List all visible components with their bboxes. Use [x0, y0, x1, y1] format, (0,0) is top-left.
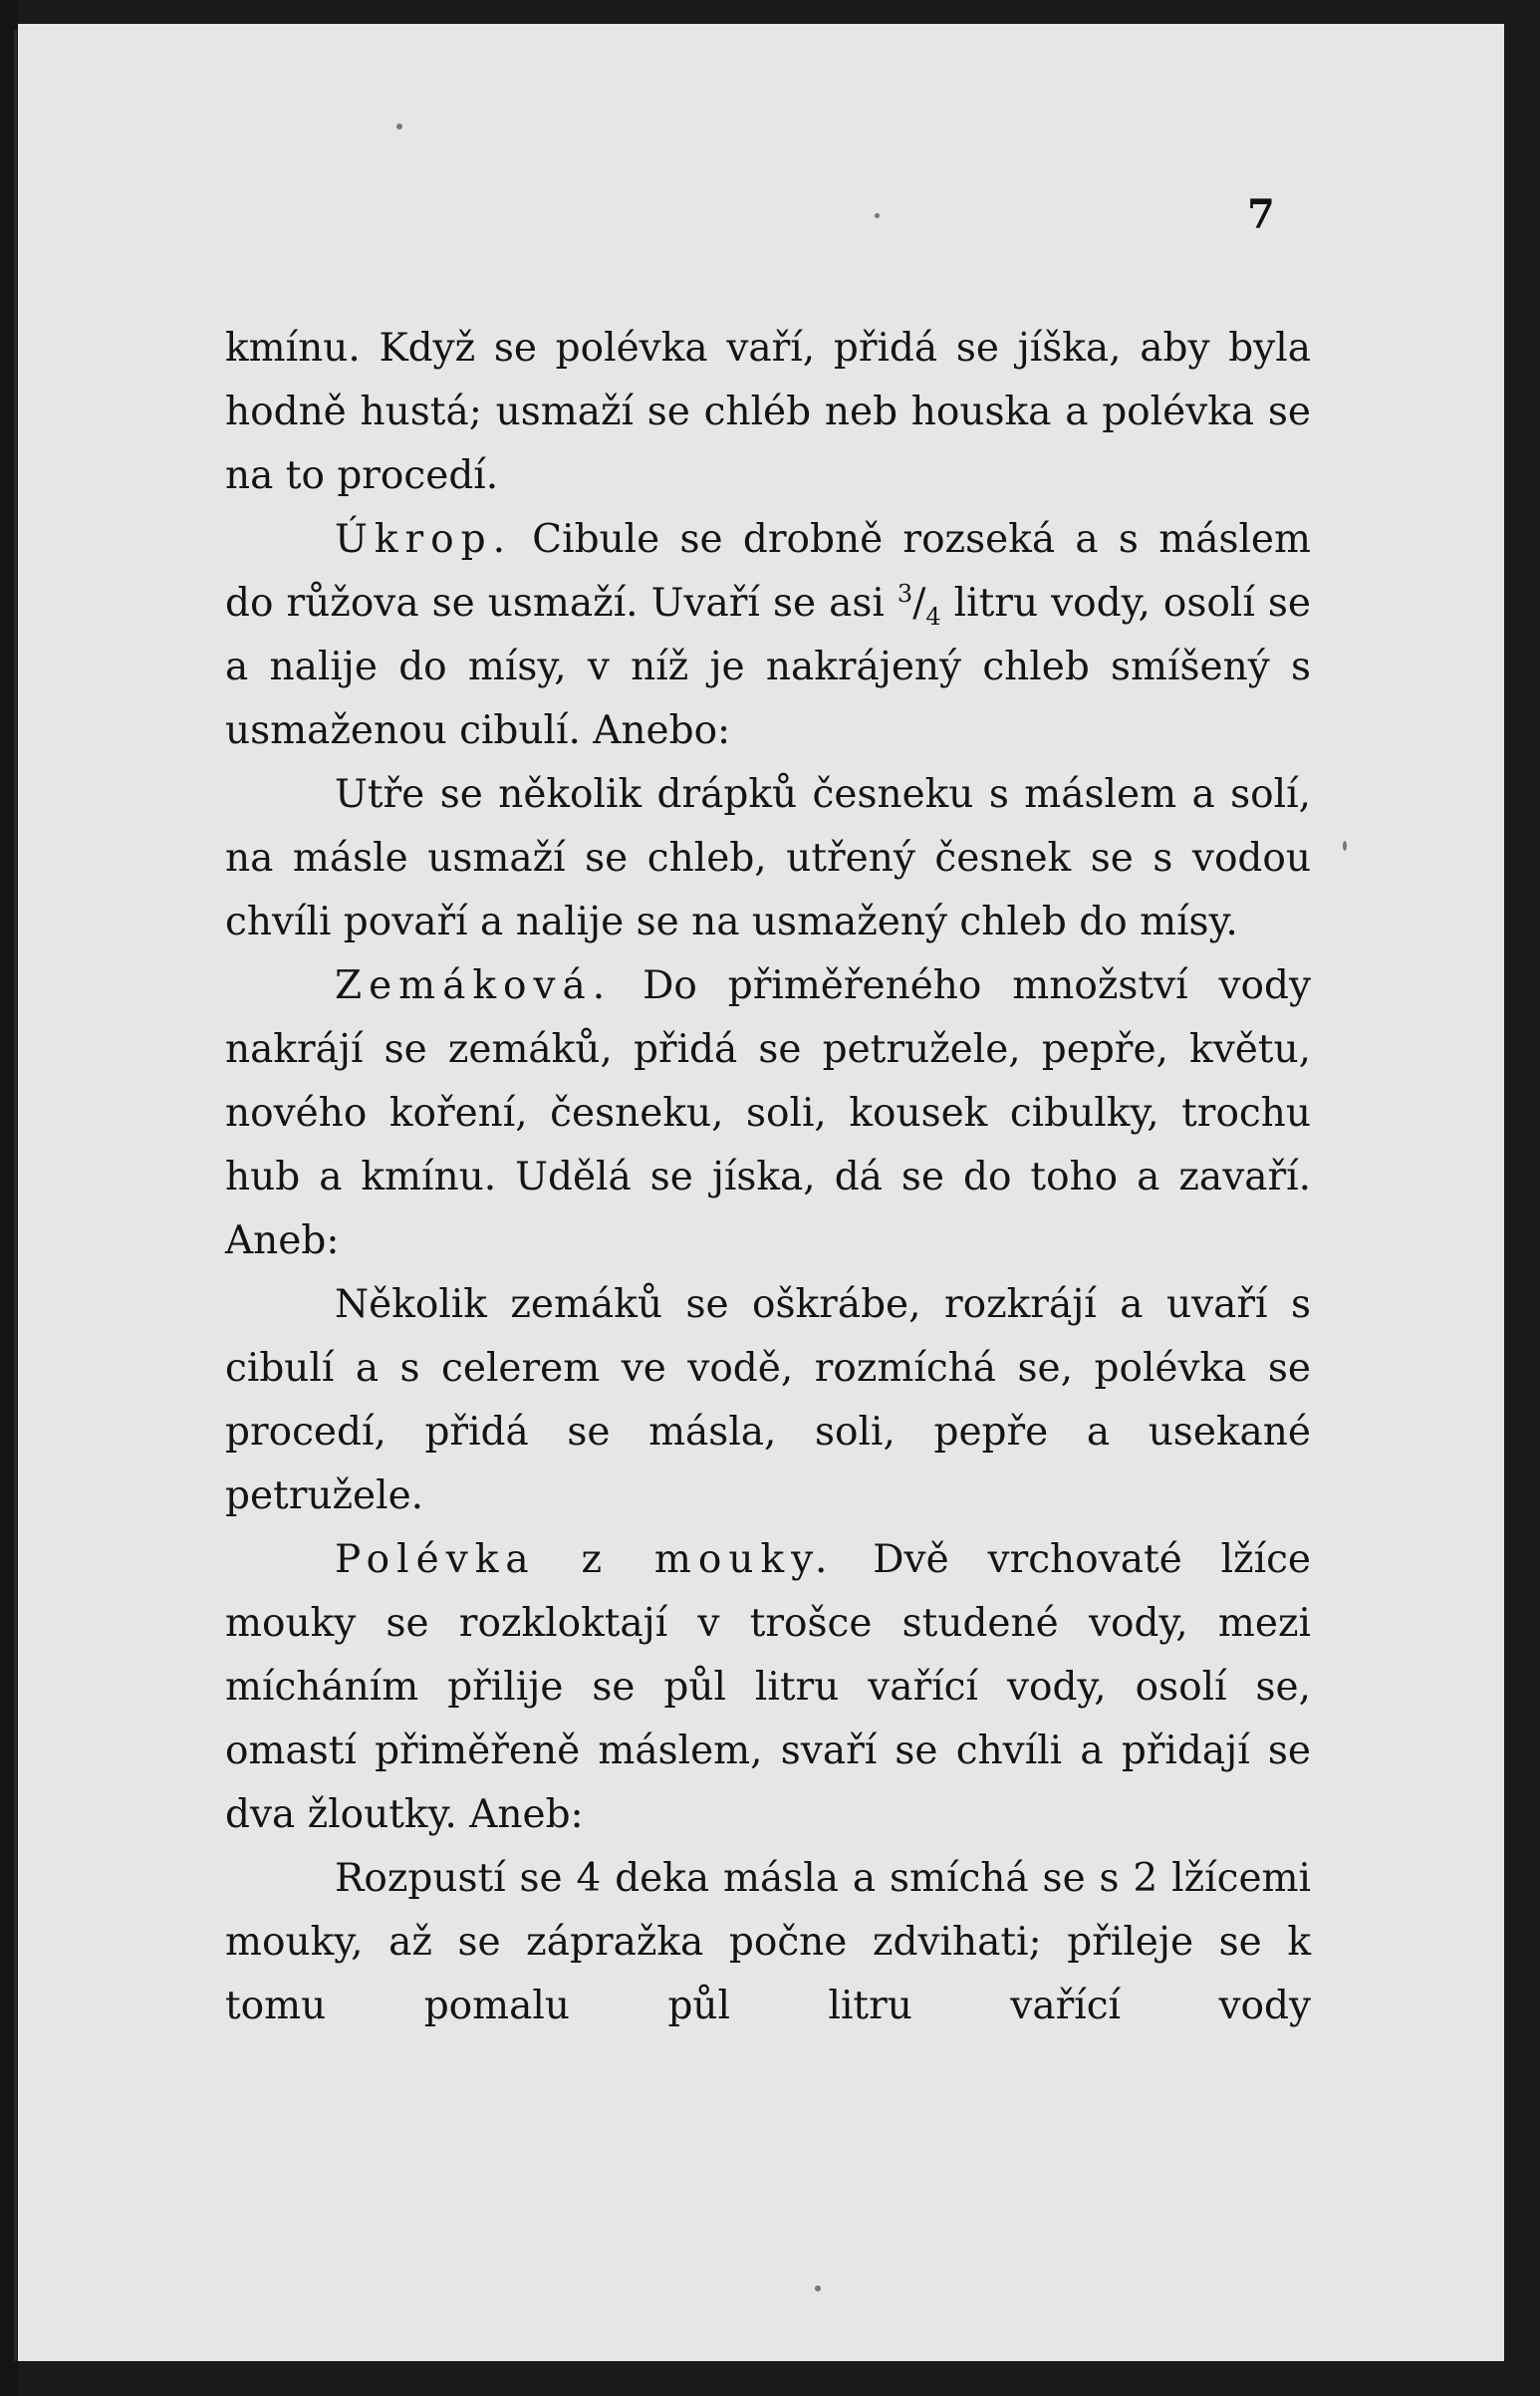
- page-text: [225, 317, 1311, 2038]
- paper-speck: [875, 213, 880, 218]
- recipe-heading-ukrop: Úkrop.: [335, 517, 512, 562]
- paragraph-kminu: [225, 317, 1311, 508]
- paragraph-ukrop: Úkrop. Cibule se drobně rozseká a s máslem do růžova se usmaží. Uvaří se asi $^3/_4$ litru vody, osolí se a nalije do mísy, v níž je nakrájený chleb smíšený s usmaženou cibulí. Anebo:: [225, 517, 1311, 753]
- paragraph-text: Cibule se drobně rozseká a s máslem do růžova se usmaží. Uvaří se asi: [225, 517, 1311, 626]
- paper-speck: [815, 2285, 821, 2291]
- paragraph-zemaky-celer: [225, 1273, 1311, 1528]
- paragraph-cesnek: [225, 763, 1311, 954]
- recipe-heading-polevka-z-mouky: Polévka z mouky.: [335, 1537, 835, 1582]
- recipe-heading-zemakova: Zemáková.: [335, 963, 613, 1008]
- paragraph-text: litru vody, osolí se a nalije do mísy, v níž je nakrájený chleb smíšený s usmaženou cibulí. Anebo:: [225, 581, 1311, 753]
- paragraph-text: Do přiměřeného množství vody nakrájí se zemáků, přidá se petružele, pepře, květu, nového koření, česneku, soli, kousek cibulky, trochu hub a kmínu. Udělá se jíska, dá se do toho a zavaří. Aneb:: [225, 963, 1311, 1263]
- fraction-denominator: 4: [925, 602, 941, 631]
- paragraph-text: kmínu. Když se polévka vaří, přidá se jíška, aby byla hodně hustá; usmaží se chléb neb houska a polévka se na to procedí.: [225, 326, 1311, 498]
- page-number: 7: [1247, 191, 1275, 238]
- paper-speck: [1343, 841, 1347, 851]
- fraction-numerator: 3: [897, 580, 913, 608]
- binding-line: [14, 30, 17, 2361]
- paragraph-text: Dvě vrchovaté lžíce mouky se rozkloktají v trošce studené vody, mezi mícháním přilije se půl litru vařící vody, osolí se, omastí přiměřeně máslem, svaří se chvíli a přidají se dva žloutky. Aneb:: [225, 1537, 1311, 1837]
- paragraph-zapraska: [225, 1847, 1311, 2038]
- paragraph-zemakova: [225, 954, 1311, 1273]
- paragraph-text: Rozpustí se 4 deka másla a smíchá se s 2 lžícemi mouky, až se zápražka počne zdvihati; přileje se k tomu pomalu půl litru vařící vody: [225, 1856, 1311, 2028]
- paragraph-text: Utře se několik drápků česneku s máslem a solí, na másle usmaží se chleb, utřený česnek se s vodou chvíli povaří a nalije se na usmažený chleb do mísy.: [225, 772, 1311, 944]
- paragraph-text: Několik zemáků se oškrábe, rozkrájí a uvaří s cibulí a s celerem ve vodě, rozmíchá se, polévka se procedí, přidá se másla, soli, pepře a usekané petružele.: [225, 1282, 1311, 1518]
- paper-speck: [396, 124, 402, 130]
- paragraph-polevka-z-mouky: [225, 1528, 1311, 1847]
